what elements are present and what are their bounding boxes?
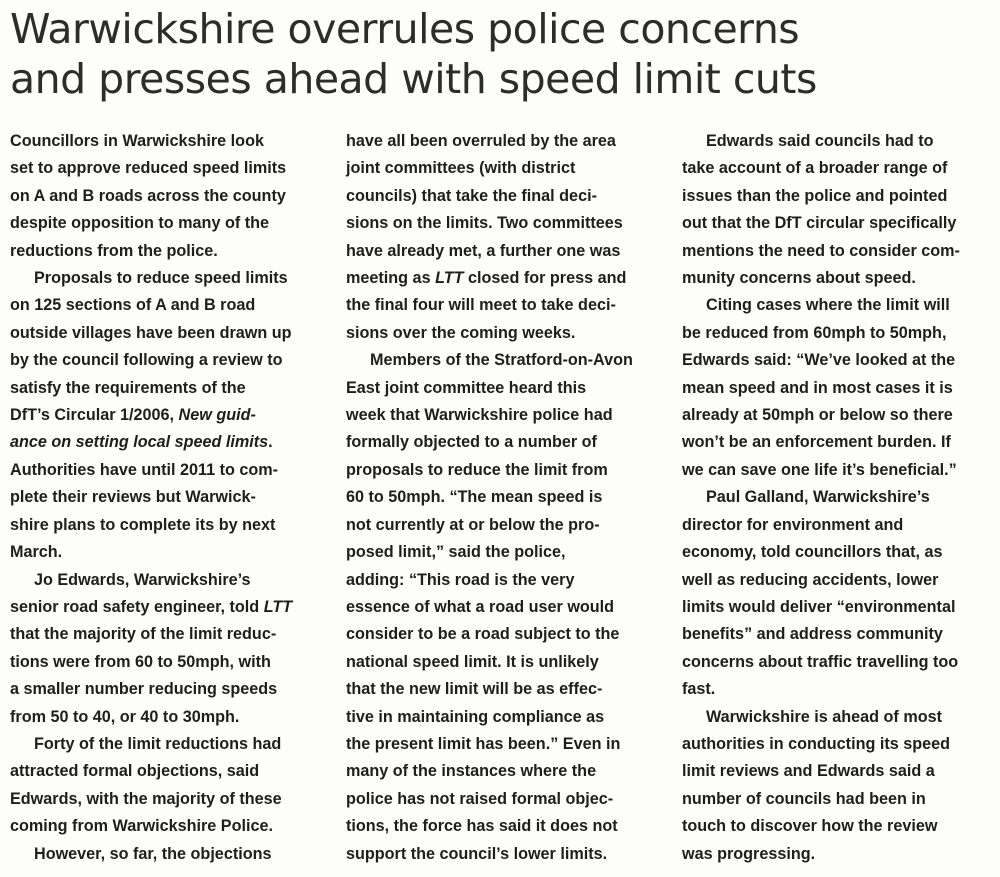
headline-line: Warwickshire overrules police concerns xyxy=(10,5,800,53)
paragraph xyxy=(10,841,320,868)
text-line: March. xyxy=(10,543,63,562)
publication-abbrev: LTT xyxy=(263,597,293,616)
text-line: limits would deliver “environmental xyxy=(682,597,956,616)
publication-title: New guid- xyxy=(178,406,256,425)
text-line: from 50 to 40, or 40 to 30mph. xyxy=(10,707,240,726)
text-line: many of the instances where the xyxy=(346,762,597,781)
paragraph xyxy=(10,265,320,566)
publication-abbrev: LTT xyxy=(435,269,464,288)
headline xyxy=(10,0,992,104)
text-line: attracted formal objections, said xyxy=(10,762,260,781)
text-line: economy, told councillors that, as xyxy=(682,543,943,562)
text-line: mean speed and in most cases it is xyxy=(682,378,953,397)
text-line: adding: “This road is the very xyxy=(346,570,575,589)
text-line xyxy=(10,402,320,429)
text-line: we can save one life it’s beneficial.” xyxy=(682,460,957,479)
text-line: on A and B roads across the county xyxy=(10,186,286,205)
text-line: Edwards, with the majority of these xyxy=(10,789,282,808)
text-line: tions were from 60 to 50mph, with xyxy=(10,652,271,671)
text-run: . xyxy=(268,433,273,452)
text-line: set to approve reduced speed limits xyxy=(10,159,287,178)
text-line: national speed limit. It is unlikely xyxy=(346,652,599,671)
text-line: week that Warwickshire police had xyxy=(346,406,613,425)
text-line: number of councils had been in xyxy=(682,789,926,808)
text-line: munity concerns about speed. xyxy=(682,269,916,288)
text-line: not currently at or below the pro- xyxy=(346,515,600,534)
paragraph xyxy=(346,128,656,347)
text-line: mentions the need to consider com- xyxy=(682,241,960,260)
text-line xyxy=(10,594,320,621)
publication-title: ance on setting local speed limits xyxy=(10,433,269,452)
text-line: 60 to 50mph. “The mean speed is xyxy=(346,488,603,507)
text-line: Members of the Stratford-on-Avon xyxy=(370,351,633,370)
text-line: Jo Edwards, Warwickshire’s xyxy=(34,570,251,589)
text-line: fast. xyxy=(682,680,716,699)
paragraph xyxy=(682,128,992,292)
text-run: senior road safety engineer, told xyxy=(10,597,264,616)
text-line: councils) that take the final deci- xyxy=(346,186,597,205)
text-line: that the new limit will be as effec- xyxy=(346,680,603,699)
column-1 xyxy=(10,128,320,868)
text-line: a smaller number reducing speeds xyxy=(10,680,278,699)
text-line: consider to be a road subject to the xyxy=(346,625,620,644)
text-line: Paul Galland, Warwickshire’s xyxy=(706,488,930,507)
text-line: proposals to reduce the limit from xyxy=(346,460,608,479)
text-line: Forty of the limit reductions had xyxy=(34,734,282,753)
text-line: Citing cases where the limit will xyxy=(706,296,950,315)
text-line: won’t be an enforcement burden. If xyxy=(682,433,951,452)
text-line: Proposals to reduce speed limits xyxy=(34,269,288,288)
text-line: touch to discover how the review xyxy=(682,817,938,836)
text-line: have all been overruled by the area xyxy=(346,132,616,150)
text-line: Edwards said councils had to xyxy=(706,132,934,150)
text-line: was progressing. xyxy=(682,844,816,863)
text-line: director for environment and xyxy=(682,515,904,534)
article-body xyxy=(10,128,992,868)
paragraph xyxy=(682,704,992,868)
paragraph xyxy=(10,731,320,841)
paragraph xyxy=(10,567,320,731)
text-line: Authorities have until 2011 to com- xyxy=(10,460,279,479)
text-line: essence of what a road user would xyxy=(346,597,615,616)
text-line: Warwickshire is ahead of most xyxy=(706,707,942,726)
text-run: closed for press and xyxy=(463,269,627,288)
text-line: Edwards said: “We’ve looked at the xyxy=(682,351,956,370)
text-line: Councillors in Warwickshire look xyxy=(10,132,264,150)
text-run: meeting as xyxy=(346,269,436,288)
text-line: posed limit,” said the police, xyxy=(346,543,566,562)
text-line: reductions from the police. xyxy=(10,241,218,260)
text-line: on 125 sections of A and B road xyxy=(10,296,256,315)
paragraph xyxy=(346,347,656,868)
text-line: tions, the force has said it does not xyxy=(346,817,618,836)
text-line: that the majority of the limit reduc- xyxy=(10,625,277,644)
text-line: benefits” and address community xyxy=(682,625,943,644)
text-line: by the council following a review to xyxy=(10,351,283,370)
text-line: well as reducing accidents, lower xyxy=(682,570,939,589)
paragraph xyxy=(10,128,320,265)
text-line: support the council’s lower limits. xyxy=(346,844,608,863)
text-line: have already met, a further one was xyxy=(346,241,621,260)
text-line: be reduced from 60mph to 50mph, xyxy=(682,323,947,342)
text-line: shire plans to complete its by next xyxy=(10,515,276,534)
text-line: already at 50mph or below so there xyxy=(682,406,953,425)
text-line: plete their reviews but Warwick- xyxy=(10,488,256,507)
text-line: the final four will meet to take deci- xyxy=(346,296,616,315)
text-line: the present limit has been.” Even in xyxy=(346,734,621,753)
text-line: police has not raised formal objec- xyxy=(346,789,614,808)
text-line: authorities in conducting its speed xyxy=(682,734,951,753)
text-line: tive in maintaining compliance as xyxy=(346,707,605,726)
text-line: issues than the police and pointed xyxy=(682,186,948,205)
text-line: outside villages have been drawn up xyxy=(10,323,292,342)
column-3 xyxy=(682,128,992,868)
text-line: However, so far, the objections xyxy=(34,844,272,863)
text-line xyxy=(10,429,320,456)
text-line: out that the DfT circular specifically xyxy=(682,214,957,233)
text-line: formally objected to a number of xyxy=(346,433,597,452)
column-2 xyxy=(346,128,656,868)
text-line: joint committees (with district xyxy=(346,159,576,178)
text-line xyxy=(346,265,656,292)
text-line: sions over the coming weeks. xyxy=(346,323,576,342)
text-line: concerns about traffic travelling too xyxy=(682,652,959,671)
paragraph xyxy=(682,484,992,703)
text-line: coming from Warwickshire Police. xyxy=(10,817,273,836)
text-line: East joint committee heard this xyxy=(346,378,587,397)
text-line: sions on the limits. Two committees xyxy=(346,214,623,233)
text-line: take account of a broader range of xyxy=(682,159,948,178)
paragraph xyxy=(682,292,992,484)
headline-line: and presses ahead with speed limit cuts xyxy=(10,55,817,103)
text-line: satisfy the requirements of the xyxy=(10,378,246,397)
text-run: DfT’s Circular 1/2006, xyxy=(10,406,179,425)
text-line: despite opposition to many of the xyxy=(10,214,269,233)
text-line: limit reviews and Edwards said a xyxy=(682,762,935,781)
